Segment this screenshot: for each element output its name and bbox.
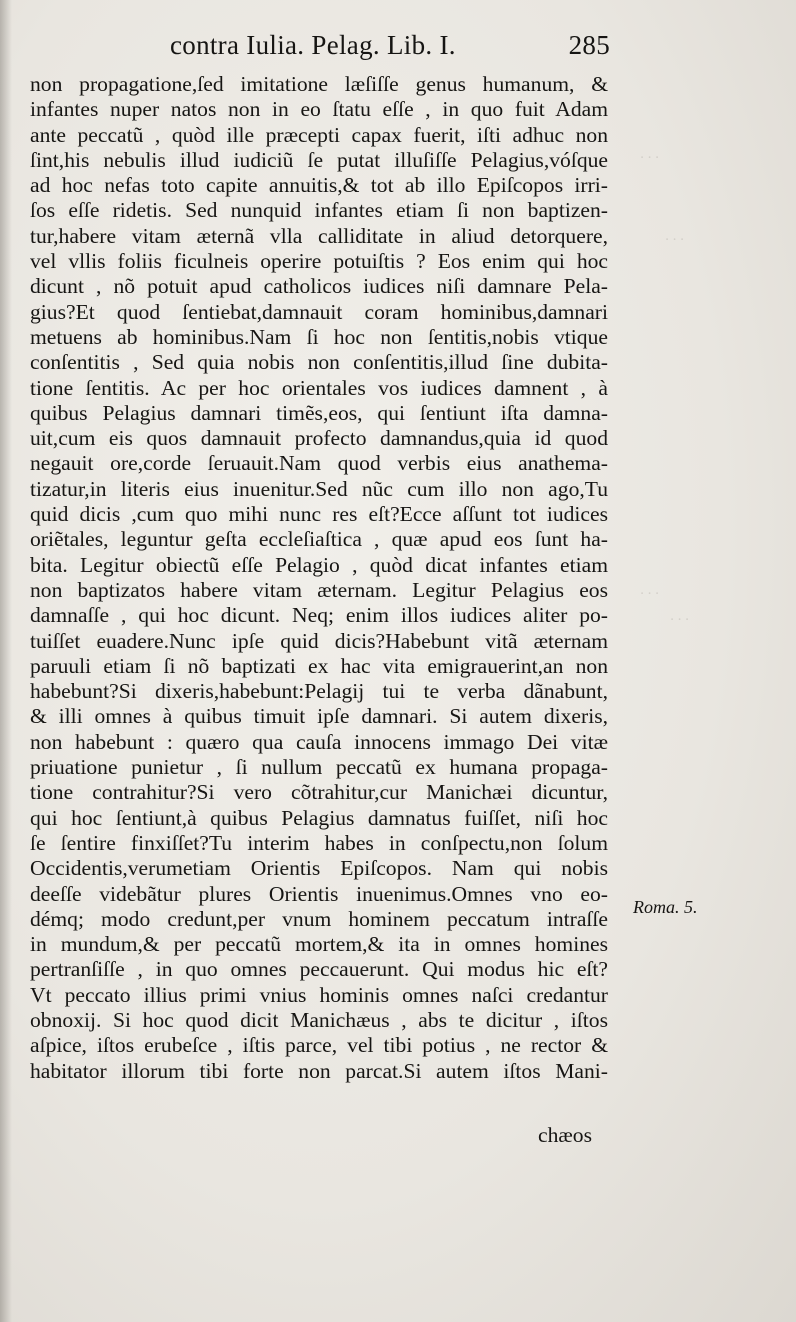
text-line: aſpice, iſtos erubeſce , iſtis parce, vel tibi potius , ne rector &	[30, 1033, 608, 1058]
show-through-mark: · · ·	[665, 232, 684, 248]
text-line: damnaſſe , qui hoc dicunt. Neq; enim illos iudices aliter po-	[30, 603, 608, 628]
show-through-mark: · · ·	[640, 150, 659, 166]
running-head-title: contra Iulia. Pelag. Lib. I.	[170, 30, 456, 60]
text-line: quid dicis ,cum quo mihi nunc res eſt?Ecce aſſunt tot iudices	[30, 502, 608, 527]
text-line: metuens ab hominibus.Nam ſi hoc non ſentitis,nobis vtique	[30, 324, 608, 349]
text-line: ad hoc nefas toto capite annuitis,& tot ab illo Epiſcopos irri-	[30, 173, 608, 198]
gutter-shadow	[0, 0, 12, 1322]
text-line: priuatione punietur , ſi nullum peccatũ ex humana propaga-	[30, 755, 608, 780]
text-line: habebunt?Si dixeris,habebunt:Pelagij tui te verba dãnabunt,	[30, 679, 608, 704]
text-line: tione contrahitur?Si vero cõtrahitur,cur Manichæi dicuntur,	[30, 780, 608, 805]
page-number: 285	[568, 30, 610, 60]
text-line: tur,habere vitam æternã vlla calliditate in aliud detorquere,	[30, 223, 608, 248]
text-line: Occidentis,verumetiam Orientis Epiſcopos. Nam qui nobis	[30, 856, 608, 881]
text-line: tizatur,in literis eius inuenitur.Sed nũc cum illo non ago,Tu	[30, 476, 608, 501]
text-line: pertranſiſſe , in quo omnes peccauerunt. Qui modus hic eſt?	[30, 957, 608, 982]
text-line: vel vllis foliis ficulneis operire potuiſtis ? Eos enim qui hoc	[30, 249, 608, 274]
text-line: paruuli etiam ſi nõ baptizati ex hac vita emigrauerint,an non	[30, 653, 608, 678]
text-line: tuiſſet euadere.Nunc ipſe quid dicis?Habebunt vitã æternam	[30, 628, 608, 653]
text-line: dicunt , nõ potuit apud catholicos iudices niſi damnare Pela-	[30, 274, 608, 299]
catchword: chæos	[538, 1123, 592, 1147]
text-line: negauit ore,corde ſeruauit.Nam quod verbis eius anathema-	[30, 451, 608, 476]
show-through-mark: · · ·	[640, 586, 659, 602]
text-line: gius?Et quod ſentiebat,damnauit coram hominibus,damnari	[30, 299, 608, 324]
text-line: qui hoc ſentiunt,à quibus Pelagius damnatus fuiſſet, niſi hoc	[30, 805, 608, 830]
text-line: habitator illorum tibi forte non parcat.Si autem iſtos Mani-	[30, 1058, 608, 1083]
text-line: non baptizatos habere vitam æternam. Legitur Pelagius eos	[30, 577, 608, 602]
body-text	[30, 72, 608, 1084]
text-line: deeſſe videbãtur plures Orientis inuenimus.Omnes vno eo-	[30, 881, 608, 906]
running-head	[170, 30, 610, 66]
text-line: obnoxij. Si hoc quod dicit Manichæus , abs te dicitur , iſtos	[30, 1007, 608, 1032]
text-line: in mundum,& per peccatũ mortem,& ita in omnes homines	[30, 932, 608, 957]
marginal-note: Roma. 5.	[633, 897, 698, 917]
text-line: conſentitis , Sed quia nobis non conſentitis,illud ſine dubita-	[30, 350, 608, 375]
text-line: ſe ſentire finxiſſet?Tu interim habes in conſpectu,non ſolum	[30, 830, 608, 855]
show-through-mark: · · ·	[670, 612, 689, 628]
text-line: tione ſentitis. Ac per hoc orientales vos iudices damnent , à	[30, 375, 608, 400]
text-line: ſos eſſe ridetis. Sed nunquid infantes etiam ſi non baptizen-	[30, 198, 608, 223]
text-line: non habebunt : quæro qua cauſa innocens immago Dei vitæ	[30, 729, 608, 754]
text-line: Vt peccato illius primi vnius hominis omnes naſci credantur	[30, 982, 608, 1007]
text-line: & illi omnes à quibus timuit ipſe damnari. Si autem dixeris,	[30, 704, 608, 729]
text-line: ſint,his nebulis illud iudiciũ ſe putat illuſiſſe Pelagius,vóſque	[30, 147, 608, 172]
text-line: non propagatione,ſed imitatione læſiſſe genus humanum, &	[30, 72, 608, 96]
text-line: uit,cum eis quos damnauit profecto damnandus,quia id quod	[30, 426, 608, 451]
text-line: démq; modo credunt,per vnum hominem peccatum intraſſe	[30, 906, 608, 931]
text-line: quibus Pelagius damnari timẽs,eos, qui ſentiunt iſta damna-	[30, 400, 608, 425]
text-line: oriẽtales, leguntur geſta eccleſiaſtica , quæ apud eos ſunt ha-	[30, 527, 608, 552]
text-line: ante peccatũ , quòd ille præcepti capax fuerit, iſti adhuc non	[30, 122, 608, 147]
text-line: bita. Legitur obiectũ eſſe Pelagio , quòd dicat infantes etiam	[30, 552, 608, 577]
text-line: infantes nuper natos non in eo ſtatu eſſe , in quo fuit Adam	[30, 97, 608, 122]
